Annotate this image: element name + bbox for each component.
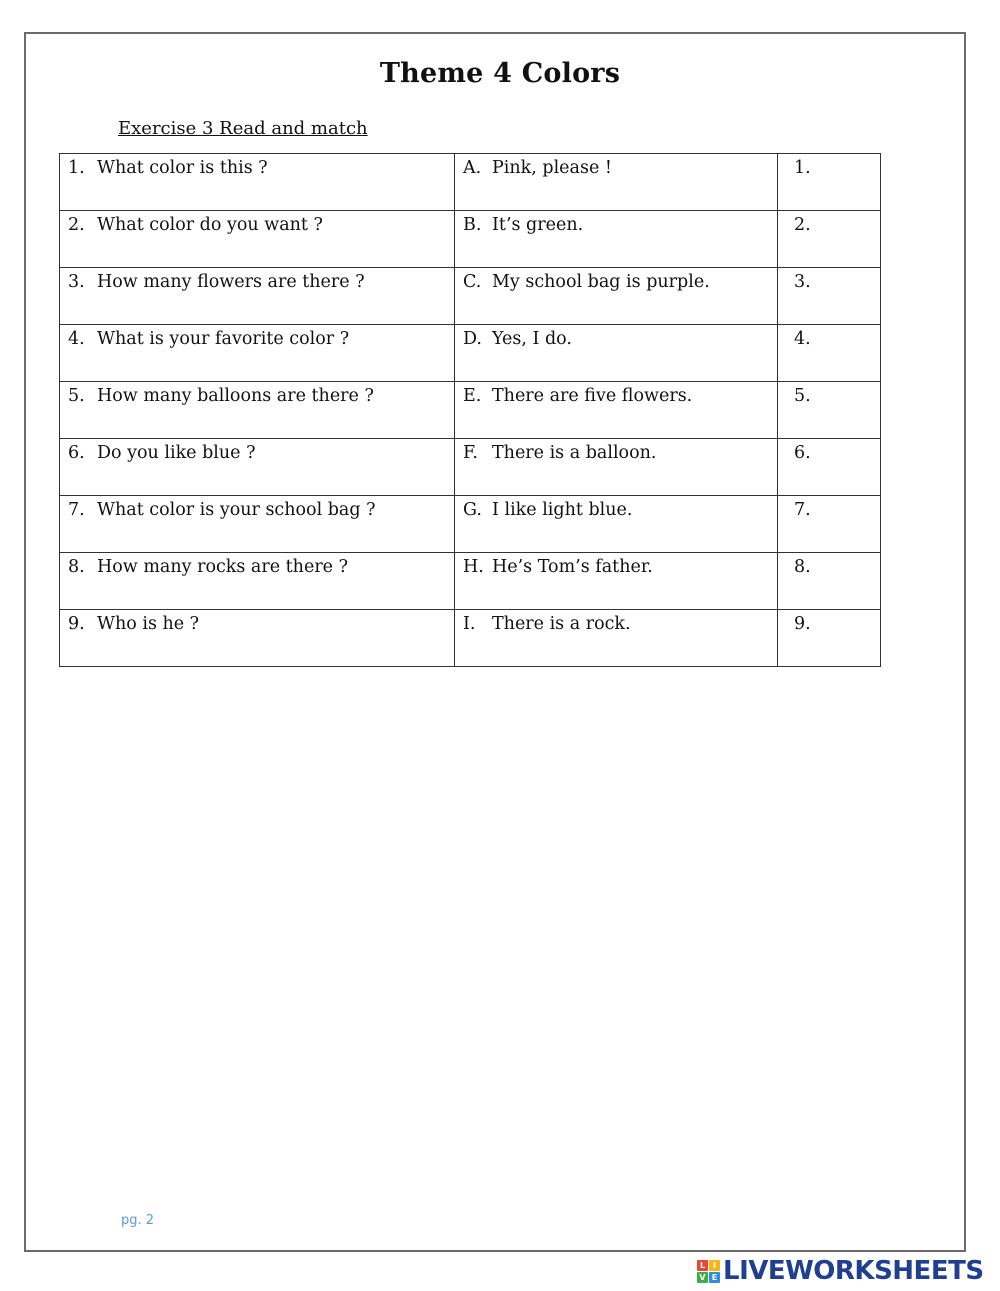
question-text: How many flowers are there ? (97, 272, 365, 292)
question-text: Who is he ? (97, 614, 200, 634)
answer-slot[interactable] (778, 325, 881, 382)
answer-slot[interactable] (778, 211, 881, 268)
answer-text: He’s Tom’s father. (492, 557, 653, 577)
answer-cell (455, 496, 778, 553)
answer-cell (455, 382, 778, 439)
answer-slot-number: 2. (794, 215, 811, 235)
question-number: 6. (68, 443, 85, 463)
answer-text: Pink, please ! (492, 158, 612, 178)
question-cell (60, 268, 455, 325)
answer-cell (455, 154, 778, 211)
liveworksheets-logo-icon (697, 1260, 720, 1283)
answer-letter: G. (463, 500, 482, 520)
question-number: 5. (68, 386, 85, 406)
question-number: 7. (68, 500, 85, 520)
question-cell (60, 439, 455, 496)
question-number: 8. (68, 557, 85, 577)
exercise-heading: Exercise 3 Read and match (118, 118, 368, 139)
answer-slot-number: 7. (794, 500, 811, 520)
answer-slot[interactable] (778, 553, 881, 610)
table-row (60, 553, 881, 610)
question-cell (60, 154, 455, 211)
answer-cell (455, 325, 778, 382)
answer-slot-number: 9. (794, 614, 811, 634)
page-number: pg. 2 (121, 1213, 155, 1228)
answer-letter: D. (463, 329, 482, 349)
answer-letter: H. (463, 557, 484, 577)
answer-letter: E. (463, 386, 482, 406)
table-row (60, 154, 881, 211)
table-row (60, 211, 881, 268)
question-number: 2. (68, 215, 85, 235)
answer-letter: F. (463, 443, 478, 463)
question-cell (60, 496, 455, 553)
question-cell (60, 211, 455, 268)
table-row (60, 610, 881, 667)
answer-slot-number: 5. (794, 386, 811, 406)
answer-slot[interactable] (778, 496, 881, 553)
answer-slot[interactable] (778, 154, 881, 211)
answer-text: There are five flowers. (492, 386, 693, 406)
answer-text: I like light blue. (492, 500, 633, 520)
answer-text: Yes, I do. (492, 329, 572, 349)
question-text: Do you like blue ? (97, 443, 256, 463)
table-row (60, 268, 881, 325)
answer-slot-number: 1. (794, 158, 811, 178)
question-text: How many rocks are there ? (97, 557, 348, 577)
logo-letter: L (697, 1260, 708, 1271)
answer-slot-number: 3. (794, 272, 811, 292)
table-row (60, 325, 881, 382)
table-row (60, 496, 881, 553)
answer-slot[interactable] (778, 610, 881, 667)
answer-slot-number: 8. (794, 557, 811, 577)
answer-text: It’s green. (492, 215, 584, 235)
answer-cell (455, 211, 778, 268)
answer-cell (455, 268, 778, 325)
worksheet-title: Theme 4 Colors (379, 58, 621, 89)
question-cell (60, 553, 455, 610)
answer-slot[interactable] (778, 382, 881, 439)
brand-name: LIVEWORKSHEETS (723, 1256, 984, 1286)
liveworksheets-brand (697, 1256, 984, 1286)
answer-letter: B. (463, 215, 482, 235)
answer-cell (455, 553, 778, 610)
answer-letter: I. (463, 614, 476, 634)
question-text: What is your favorite color ? (97, 329, 350, 349)
question-text: How many balloons are there ? (97, 386, 374, 406)
answer-slot-number: 6. (794, 443, 811, 463)
match-table (59, 153, 881, 667)
answer-letter: A. (463, 158, 482, 178)
question-text: What color do you want ? (97, 215, 323, 235)
answer-text: My school bag is purple. (492, 272, 710, 292)
answer-letter: C. (463, 272, 482, 292)
answer-slot-number: 4. (794, 329, 811, 349)
question-number: 3. (68, 272, 85, 292)
answer-cell (455, 610, 778, 667)
question-cell (60, 610, 455, 667)
logo-letter: E (709, 1272, 720, 1283)
answer-slot[interactable] (778, 268, 881, 325)
answer-slot[interactable] (778, 439, 881, 496)
question-number: 9. (68, 614, 85, 634)
answer-text: There is a rock. (492, 614, 631, 634)
question-number: 4. (68, 329, 85, 349)
question-text: What color is your school bag ? (97, 500, 376, 520)
question-text: What color is this ? (97, 158, 268, 178)
table-row (60, 439, 881, 496)
table-row (60, 382, 881, 439)
logo-letter: V (697, 1272, 708, 1283)
answer-cell (455, 439, 778, 496)
question-number: 1. (68, 158, 85, 178)
answer-text: There is a balloon. (492, 443, 657, 463)
question-cell (60, 382, 455, 439)
question-cell (60, 325, 455, 382)
logo-letter: I (709, 1260, 720, 1271)
